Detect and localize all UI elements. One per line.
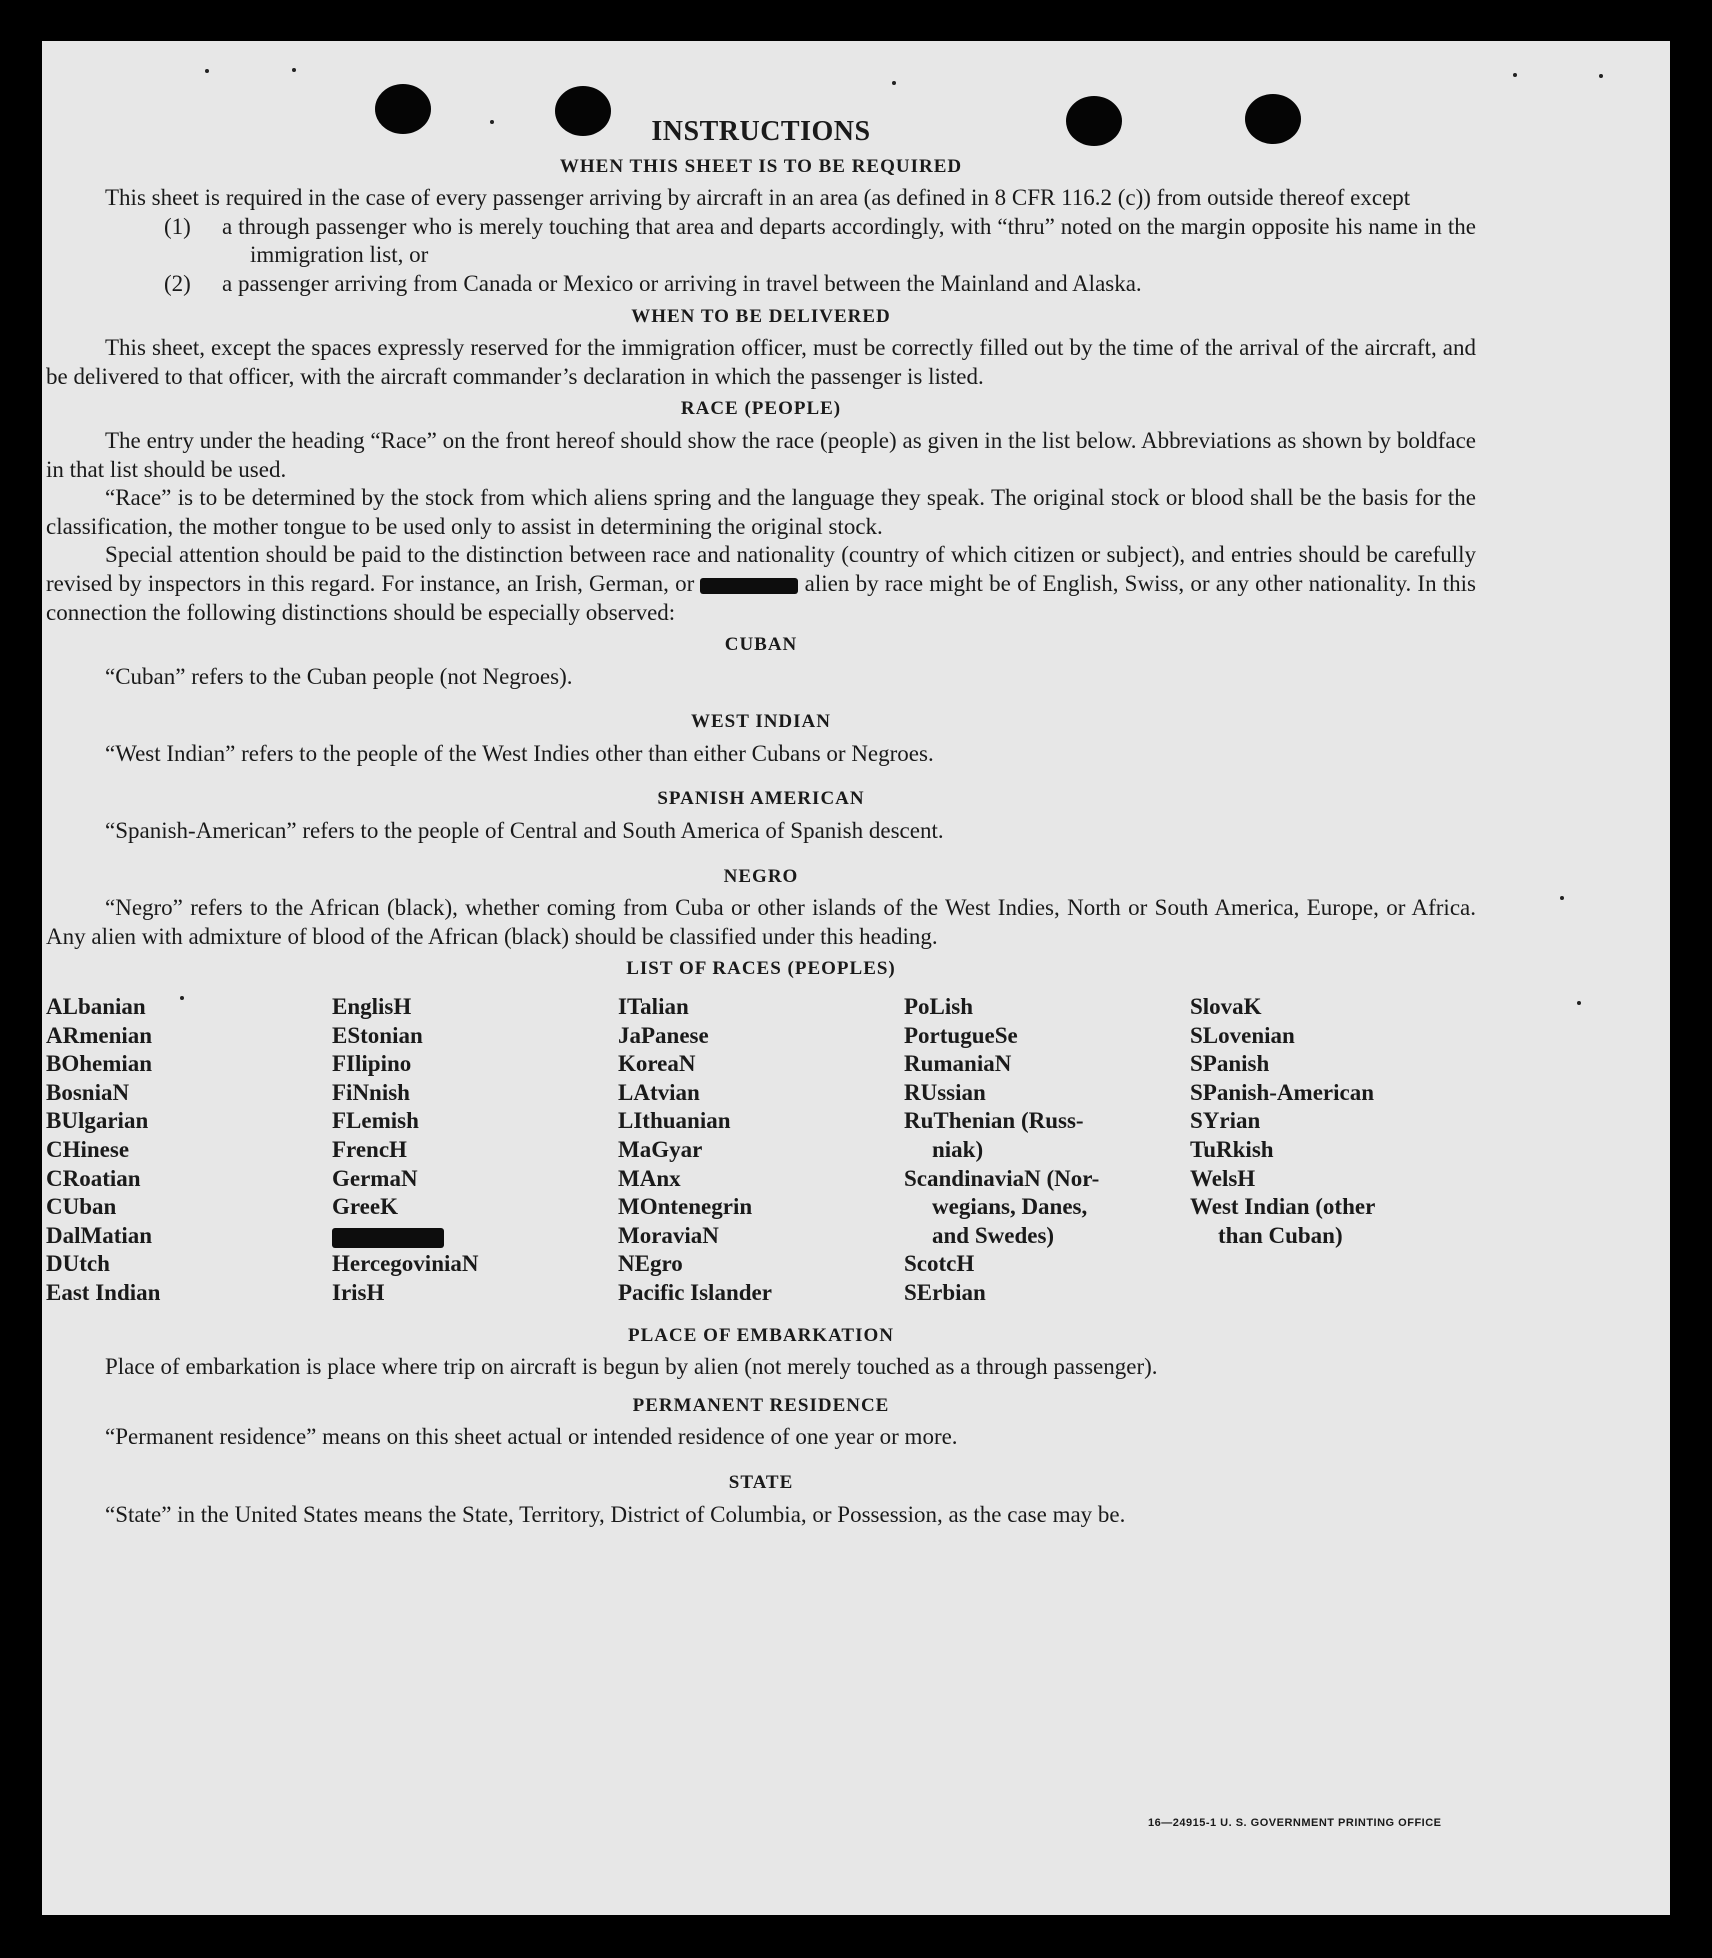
section-heading-embarkation: PLACE OF EMBARKATION — [628, 1324, 894, 1346]
race-entry: CHinese — [46, 1137, 130, 1162]
race-entry: NEgro — [618, 1251, 683, 1277]
race-entry: JaPanese — [618, 1022, 709, 1048]
race-entry: ScotcH — [904, 1251, 975, 1277]
race-entry: GermaN — [332, 1165, 418, 1191]
race-entry: ARmenian — [46, 1022, 153, 1048]
race-entry: TuRkish — [1190, 1137, 1274, 1162]
race-entry: East Indian — [46, 1279, 161, 1305]
race-entry: EnglisH — [332, 994, 412, 1020]
section-heading-delivered: WHEN TO BE DELIVERED — [631, 305, 891, 327]
race-entry: ITalian — [618, 994, 689, 1020]
section-heading-residence: PERMANENT RESIDENCE — [632, 1394, 890, 1416]
section-heading-required: WHEN THIS SHEET IS TO BE REQUIRED — [559, 155, 963, 177]
race-entry: wegians, Danes, — [932, 1194, 1088, 1220]
race-entry: ScandinaviaN (Nor- — [904, 1165, 1100, 1191]
instructions-content — [46, 118, 1476, 1529]
race-entry: SLovenian — [1190, 1022, 1295, 1048]
race-entry: MOntenegrin — [618, 1194, 753, 1220]
race-entry: and Swedes) — [932, 1222, 1055, 1248]
races-column — [904, 993, 1190, 1308]
race-entry: niak) — [932, 1137, 984, 1162]
speck — [892, 81, 896, 85]
section-heading-negro: NEGRO — [723, 865, 799, 887]
race-entry: RUssian — [904, 1079, 986, 1105]
redaction-mark — [700, 578, 798, 594]
race-entry: EStonian — [332, 1022, 423, 1048]
race-entry: SYrian — [1190, 1108, 1261, 1134]
races-column — [332, 993, 618, 1308]
section-heading-state: STATE — [728, 1471, 794, 1493]
race-entry: RumaniaN — [904, 1051, 1012, 1077]
races-column — [618, 993, 904, 1308]
race-entry-redacted — [332, 1222, 618, 1251]
section-heading-cuban: CUBAN — [724, 634, 798, 656]
race-entry: BosniaN — [46, 1079, 130, 1105]
required-intro: This sheet is required in the case of every passenger arriving by aircraft in an area (as defined in 8 CFR 116.2 (c)) from outside thereof except — [105, 185, 1411, 211]
residence-text: “Permanent residence” means on this sheet actual or intended residence of one year or more. — [105, 1424, 958, 1450]
race-entry: PoLish — [904, 994, 974, 1020]
race-entry: DUtch — [46, 1251, 110, 1277]
race-entry: DalMatian — [46, 1222, 153, 1248]
delivered-text: This sheet, except the spaces expressly reserved for the immigration officer, must be correctly filled out by the time of the arrival of the aircraft, and be delivered to that officer, with the aircraft commander’s declaration in which the passenger is listed. — [46, 335, 1476, 389]
race-entry: SPanish — [1190, 1051, 1270, 1077]
speck — [1560, 896, 1564, 900]
west-indian-text: “West Indian” refers to the people of the West Indies other than either Cubans or Negroes. — [105, 740, 934, 766]
race-paragraph-1: The entry under the heading “Race” on the front hereof should show the race (people) as given in the list below. Abbreviations as shown by boldface in that list should be used. — [46, 427, 1476, 482]
section-heading-race: RACE (PEOPLE) — [680, 398, 842, 420]
race-entry: BUlgarian — [46, 1108, 149, 1134]
spanish-american-text: “Spanish-American” refers to the people of Central and South America of Spanish descent. — [105, 818, 944, 844]
speck — [1513, 73, 1517, 77]
race-paragraph-3: Special attention should be paid to the distinction between race and nationality (country of which citizen or subject), and entries should be carefully revised by inspectors in this regard. For instance, an Irish, German, or alien by race might be of English, Swiss, or any other nationality. In this connection the following distinctions should be especially observed: — [46, 542, 1477, 625]
race-entry: LAtvian — [618, 1079, 700, 1105]
list-item: (2) a passenger arriving from Canada or Mexico or arriving in travel between the Mainland and Alaska. — [164, 270, 1142, 296]
race-entry: FIlipino — [332, 1051, 412, 1077]
race-entry: IrisH — [332, 1279, 385, 1305]
race-entry: FiNnish — [332, 1079, 410, 1105]
list-item: (1) a through passenger who is merely touching that area and departs accordingly, with “thru” noted on the margin opposite his name in the immigration list, or — [164, 213, 1476, 268]
race-entry: FLemish — [332, 1108, 419, 1134]
speck — [292, 68, 296, 72]
races-column — [1190, 993, 1476, 1308]
race-entry: GreeK — [332, 1194, 398, 1220]
race-entry: MoraviaN — [618, 1222, 719, 1248]
race-entry: WelsH — [1190, 1165, 1256, 1191]
state-text: “State” in the United States means the State, Territory, District of Columbia, or Possession, as the case may be. — [105, 1501, 1126, 1527]
race-entry: SlovaK — [1190, 994, 1262, 1020]
race-paragraph-2: “Race” is to be determined by the stock from which aliens spring and the language they speak. The original stock or blood shall be the basis for the classification, the mother tongue to be used only to assist in determining the original stock. — [46, 485, 1476, 539]
page-title: INSTRUCTIONS — [651, 116, 871, 147]
race-entry: SPanish-American — [1190, 1079, 1374, 1105]
race-entry: HercegoviniaN — [332, 1251, 479, 1277]
races-column — [46, 993, 332, 1308]
race-entry: MaGyar — [618, 1137, 703, 1162]
race-entry: PortugueSe — [904, 1022, 1018, 1048]
race-entry: RuThenian (Russ- — [904, 1108, 1084, 1134]
speck — [1577, 1001, 1581, 1005]
race-entry: KoreaN — [618, 1051, 696, 1077]
section-heading-spanish-american: SPANISH AMERICAN — [657, 788, 865, 810]
races-list — [46, 993, 1476, 1308]
section-heading-list: LIST OF RACES (PEOPLES) — [626, 958, 896, 980]
cuban-text: “Cuban” refers to the Cuban people (not Negroes). — [105, 663, 573, 689]
race-entry: MAnx — [618, 1165, 681, 1191]
race-entry: FrencH — [332, 1137, 407, 1162]
embarkation-text: Place of embarkation is place where trip on aircraft is begun by alien (not merely touched as a through passenger). — [105, 1354, 1158, 1380]
negro-text: “Negro” refers to the African (black), whether coming from Cuba or other islands of the West Indies, North or South America, Europe, or Africa. Any alien with admixture of blood of the African (black) should be classified under this heading. — [46, 895, 1476, 949]
race-entry: than Cuban) — [1218, 1222, 1343, 1248]
speck — [1599, 74, 1603, 78]
race-entry: SErbian — [904, 1279, 986, 1305]
race-entry: Pacific Islander — [618, 1279, 772, 1305]
speck — [205, 69, 209, 73]
race-entry: CUban — [46, 1194, 117, 1220]
race-entry: CRoatian — [46, 1165, 141, 1191]
section-heading-west-indian: WEST INDIAN — [691, 711, 831, 733]
redaction-mark — [332, 1228, 444, 1248]
race-entry: West Indian (other — [1190, 1194, 1376, 1220]
race-entry: ALbanian — [46, 994, 146, 1020]
race-entry: BOhemian — [46, 1051, 153, 1077]
printing-office-code: 16—24915-1 U. S. GOVERNMENT PRINTING OFFICE — [1148, 1817, 1442, 1829]
race-entry: LIthuanian — [618, 1108, 731, 1134]
